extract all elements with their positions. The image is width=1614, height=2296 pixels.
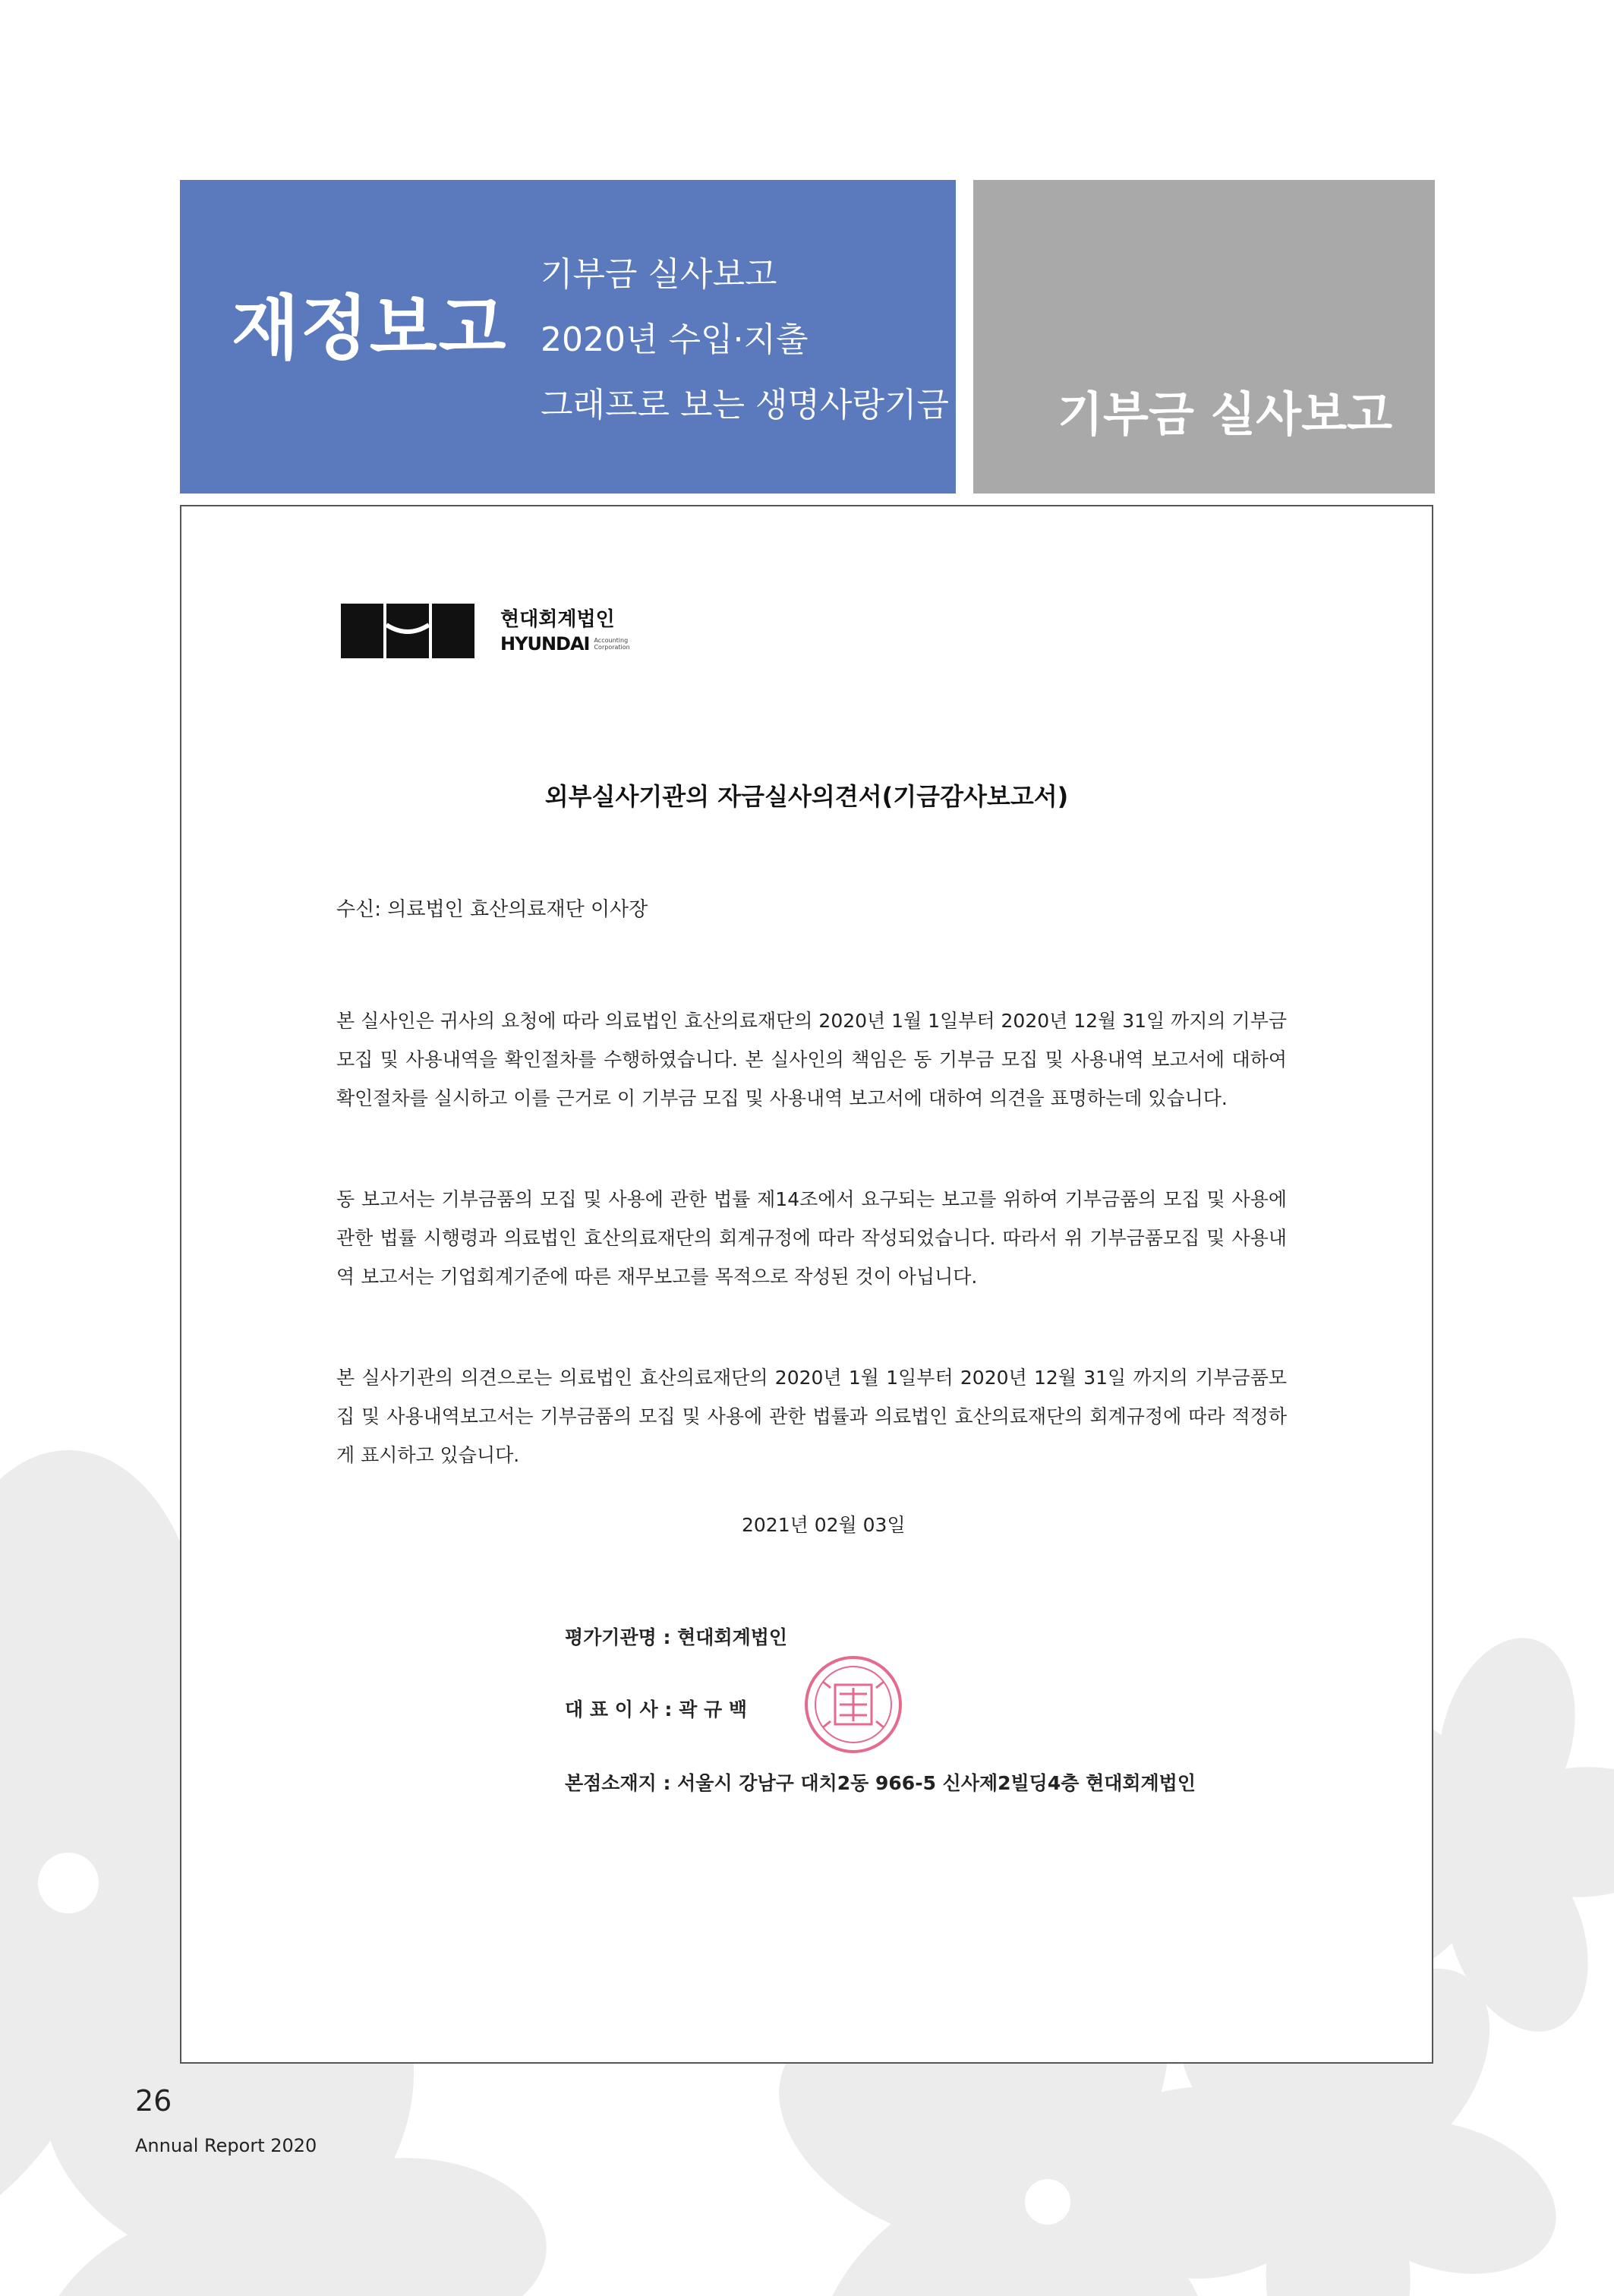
signature-address: 본점소재지 : 서울시 강남구 대치2동 966-5 신사제2빌딩4층 현대회계법인 (565, 1772, 1196, 1794)
current-section-title: 기부금 실사보고 (1058, 386, 1392, 442)
section-title: 재정보고 (232, 288, 508, 369)
document-paragraph-1: 본 실사인은 귀사의 요청에 따라 의료법인 효산의료재단의 2020년 1월 1일부터 2020년 12월 31일 까지의 기부금 모집 및 사용내역을 확인절차를 수행하였습니다. 본 실사인의 책임은 동 기부금 모집 및 사용내역 보고서에 대하여 확인절차를 실시하고 이를 근거로 이 기부금 모집 및 사용내역 보고서에 대하여 의견을 표명하는데 있습니다. (336, 1010, 1287, 1109)
firm-logo-text (500, 607, 630, 655)
official-seal-icon (800, 1651, 906, 1758)
firm-logo-mark-icon (341, 604, 474, 658)
header-section-block (180, 180, 956, 494)
firm-name-english: HYUNDAI (500, 633, 590, 654)
current-section-block (973, 180, 1435, 494)
submenu-item-income-expense[interactable]: 2020년 수입·지출 (541, 320, 809, 359)
firm-name-small-line-2: Corporation (594, 644, 630, 651)
signature-ceo: 대 표 이 사 : 곽 규 백 (565, 1698, 747, 1720)
document-title: 외부실사기관의 자금실사의견서(기금감사보고서) (544, 782, 1069, 811)
submenu-item-fund-graphs[interactable]: 그래프로 보는 생명사랑기금 (541, 386, 950, 424)
firm-logo (341, 604, 630, 658)
firm-name-english-row (500, 632, 630, 655)
document-paragraph-2: 동 보고서는 기부금품의 모집 및 사용에 관한 법률 제14조에서 요구되는 보고를 위하여 기부금품의 모집 및 사용에 관한 법률 시행령과 의료법인 효산의료재단의 회계규정에 따라 작성되었습니다. 따라서 위 기부금품모집 및 사용내역 보고서는 기업회계기준에 따른 재무보고를 목적으로 작성된 것이 아닙니다. (336, 1188, 1287, 1288)
page-number: 26 (135, 2084, 172, 2118)
firm-name-small (594, 637, 629, 651)
audit-report-document (180, 505, 1433, 2064)
submenu-item-donation-audit[interactable]: 기부금 실사보고 (541, 255, 777, 294)
firm-name-korean: 현대회계법인 (500, 608, 615, 631)
footer-publication-label: Annual Report 2020 (135, 2135, 317, 2156)
document-date: 2021년 02월 03일 (742, 1514, 906, 1536)
firm-name-small-line-1: Accounting (594, 637, 629, 644)
document-paragraph-3: 본 실사기관의 의견으로는 의료법인 효산의료재단의 2020년 1월 1일부터 2020년 12월 31일 까지의 기부금품모집 및 사용내역보고서는 기부금품의 모집 및 사용에 관한 법률과 의료법인 효산의료재단의 회계규정에 따라 적정하게 표시하고 있습니다. (336, 1367, 1287, 1466)
section-submenu (541, 242, 949, 438)
document-recipient: 수신: 의료법인 효산의료재단 이사장 (336, 898, 648, 921)
signature-org: 평가기관명 : 현대회계법인 (565, 1626, 788, 1648)
